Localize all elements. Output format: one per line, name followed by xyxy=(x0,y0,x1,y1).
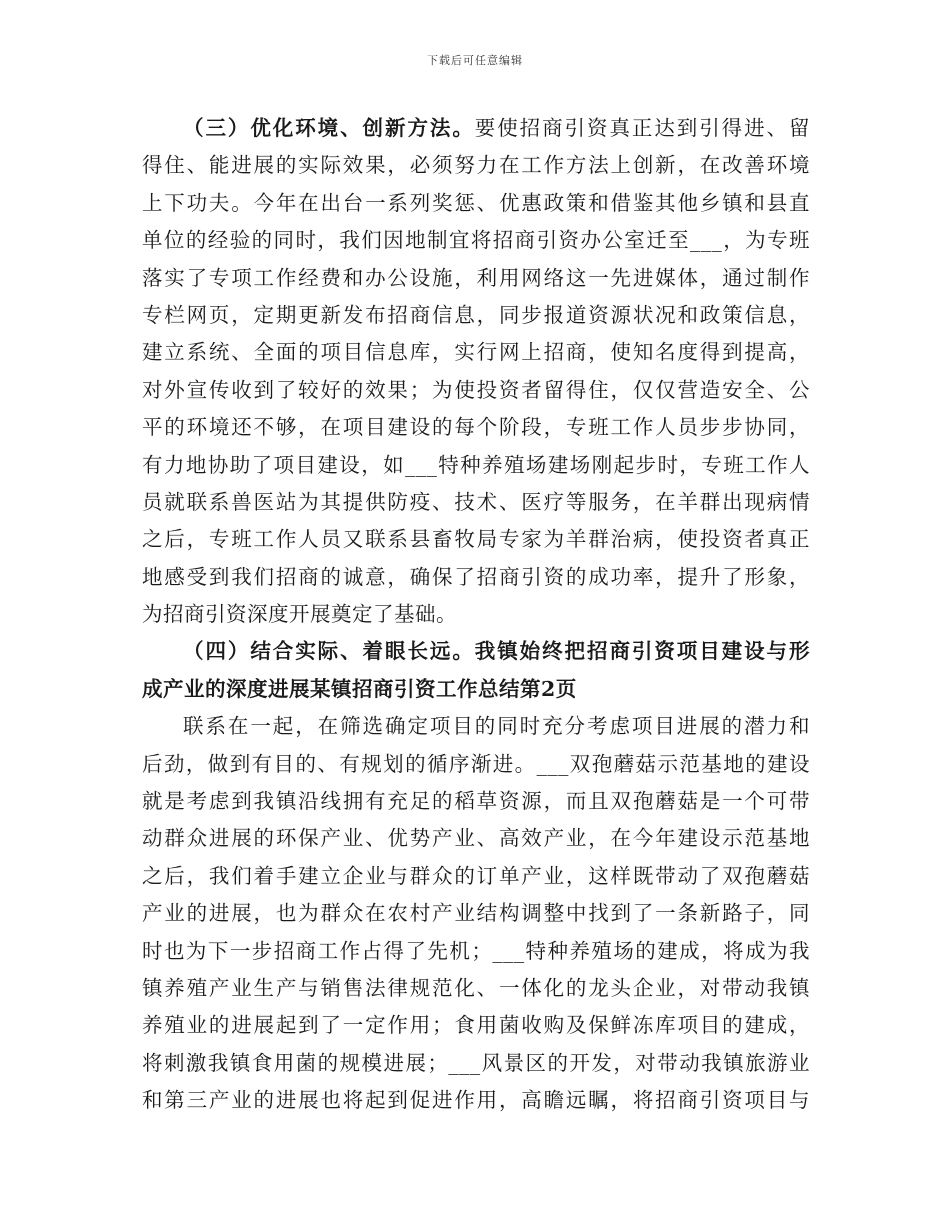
paragraph-line: 就是考虑到我镇沿线拥有充足的稻草资源，而且双孢蘑菇是一个可带 xyxy=(142,789,810,814)
paragraph-line: 地感受到我们招商的诚意，确保了招商引资的成功率，提升了形象， xyxy=(142,564,810,589)
paragraph-line: 动群众进展的环保产业、优势产业、高效产业，在今年建设示范基地 xyxy=(142,826,810,851)
paragraph-line: 平的环境还不够，在项目建设的每个阶段，专班工作人员步步协同， xyxy=(142,415,810,440)
paragraph-lead-heading: （三）优化环境、创新方法。 xyxy=(183,116,475,140)
paragraph-line: 单位的经验的同时，我们因地制宜将招商引资办公室迁至___，为专班 xyxy=(142,228,810,253)
paragraph-line: 建立系统、全面的项目信息库，实行网上招商，使知名度得到提高， xyxy=(142,340,810,365)
paragraph-line: 员就联系兽医站为其提供防疫、技术、医疗等服务，在羊群出现病情 xyxy=(142,489,810,514)
paragraph-line: 将刺激我镇食用菌的规模进展；___风景区的开发，对带动我镇旅游业 xyxy=(142,1050,810,1075)
paragraph-line: 后劲，做到有目的、有规划的循序渐进。___双孢蘑菇示范基地的建设 xyxy=(142,751,810,776)
paragraph-line: 和第三产业的进展也将起到促进作用，高瞻远瞩，将招商引资项目与 xyxy=(142,1088,810,1113)
paragraph-line: 得住、能进展的实际效果，必须努力在工作方法上创新，在改善环境 xyxy=(142,153,810,178)
document-body xyxy=(142,110,810,1120)
paragraph-line: 对外宣传收到了较好的效果；为使投资者留得住，仅仅营造安全、公 xyxy=(142,377,810,402)
paragraph-4 xyxy=(142,633,810,708)
paragraph-line: 养殖业的进展起到了一定作用；食用菌收购及保鲜冻库项目的建成， xyxy=(142,1013,810,1038)
paragraph-line: 镇养殖产业生产与销售法律规范化、一体化的龙头企业，对带动我镇 xyxy=(142,975,810,1000)
paragraph-line: 为招商引资深度开展奠定了基础。 xyxy=(142,602,457,627)
paragraph-line: 之后，专班工作人员又联系县畜牧局专家为羊群治病，使投资者真正 xyxy=(142,527,810,552)
paragraph-heading-line: （四）结合实际、着眼长远。我镇始终把招商引资项目建设与形 xyxy=(183,639,810,664)
paragraph-line: 有力地协助了项目建设，如___特种养殖场建场刚起步时，专班工作人 xyxy=(142,452,810,477)
paragraph-line xyxy=(142,110,810,147)
page-header: 下载后可任意编辑 xyxy=(427,54,523,67)
paragraph-line: 联系在一起，在筛选确定项目的同时充分考虑项目进展的潜力和 xyxy=(183,714,810,739)
paragraph-5 xyxy=(142,708,810,1119)
paragraph-line-text: 要使招商引资真正达到引得进、留 xyxy=(474,116,811,140)
paragraph-line: 上下功夫。今年在出台一系列奖惩、优惠政策和借鉴其他乡镇和县直 xyxy=(142,190,810,215)
paragraph-line: 落实了专项工作经费和办公设施，利用网络这一先进媒体，通过制作 xyxy=(142,265,810,290)
paragraph-3 xyxy=(142,110,810,633)
paragraph-line: 时也为下一步招商工作占得了先机；___特种养殖场的建成，将成为我 xyxy=(142,938,810,963)
paragraph-line: 专栏网页，定期更新发布招商信息，同步报道资源状况和政策信息， xyxy=(142,302,810,327)
paragraph-line: 产业的进展，也为群众在农村产业结构调整中找到了一条新路子，同 xyxy=(142,901,810,926)
paragraph-heading-line: 成产业的深度进展某镇招商引资工作总结第2页 xyxy=(142,676,577,701)
paragraph-line: 之后，我们着手建立企业与群众的订单产业，这样既带动了双孢蘑菇 xyxy=(142,863,810,888)
